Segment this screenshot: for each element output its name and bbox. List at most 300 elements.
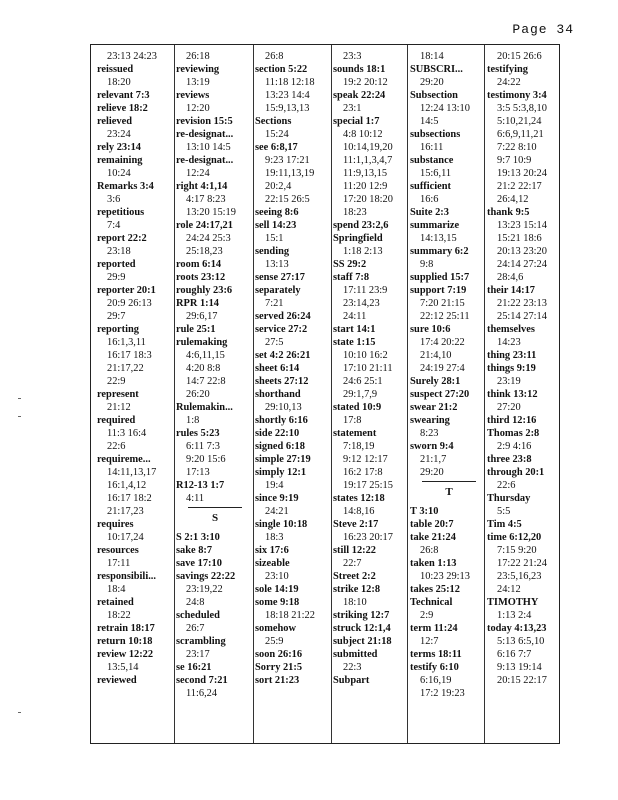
index-entry-page-refs: 23:17 [186,649,210,660]
index-entry-page-refs: 15:21 18:6 [497,233,542,244]
index-entry-page-refs: 24:6 25:1 [343,376,383,387]
index-entry-term: reporter 20:1 [97,285,156,296]
index-entry-term: section 5:22 [255,64,308,75]
index-entry-page-refs: 29:20 [420,467,444,478]
index-entry-term: sell 14:23 [255,220,297,231]
index-entry-term: room 6:14 [176,259,222,270]
index-entry-term: time 6:12,20 [487,532,542,543]
index-entry-term: remaining [97,155,143,166]
index-entry-page-refs: 16:1,4,12 [107,480,147,491]
scan-mark [18,398,21,399]
index-entry-term: testify 6:10 [410,662,459,673]
index-entry-page-refs: 24:19 27:4 [420,363,465,374]
index-entry-page-refs: 9:20 15:6 [186,454,226,465]
index-entry-page-refs: 15:6,11 [420,168,452,179]
index-entry-term: retrain 18:17 [97,623,155,634]
index-entry-term: sworn 9:4 [410,441,454,452]
index-entry-term: sheet 6:14 [255,363,300,374]
index-entry-page-refs: 16:2 17:8 [343,467,383,478]
index-entry-term: Suite 2:3 [410,207,449,218]
index-entry-page-refs: 21:17,23 [107,506,144,517]
scan-mark [18,416,21,417]
index-entry-term: sole 14:19 [255,584,299,595]
index-column-4 [333,50,411,687]
index-entry-page-refs: 9:23 17:21 [265,155,310,166]
index-entry-term: responsibili... [97,571,156,582]
index-entry-page-refs: 27:5 [265,337,284,348]
index-entry-page-refs: 24:22 [497,77,521,88]
index-entry-term: Sorry 21:5 [255,662,303,673]
index-entry-term: reviewed [97,675,137,686]
index-entry-term: save 17:10 [176,558,222,569]
index-entry-page-refs: 17:11 23:9 [343,285,388,296]
index-entry-page-refs: 18:18 21:22 [265,610,315,621]
index-entry-page-refs: 13:20 15:19 [186,207,236,218]
index-entry-term: report 22:2 [97,233,147,244]
index-entry-term: Rulemakin... [176,402,233,413]
scan-mark [18,712,21,713]
index-entry-term: retained [97,597,134,608]
index-entry-term: simple 27:19 [255,454,311,465]
index-entry-page-refs: 11:6,24 [186,688,218,699]
index-entry-term: single 10:18 [255,519,308,530]
index-entry-page-refs: 22:7 [343,558,362,569]
index-entry-page-refs: 20:9 26:13 [107,298,152,309]
index-entry-term: second 7:21 [176,675,228,686]
index-entry-term: role 24:17,21 [176,220,233,231]
index-column-3 [255,50,333,687]
index-entry-page-refs: 16:1,3,11 [107,337,146,348]
index-entry-page-refs: 13:23 14:4 [265,90,310,101]
index-entry-page-refs: 25:18,23 [186,246,223,257]
index-entry-term: suspect 27:20 [410,389,470,400]
index-entry-page-refs: 23:10 [265,571,289,582]
index-entry-page-refs: 9:8 [420,259,434,270]
index-entry-page-refs: 13:5,14 [107,662,139,673]
index-entry-page-refs: 4:8 10:12 [343,129,383,140]
index-entry-page-refs: 23:1 [343,103,362,114]
index-entry-page-refs: 22:6 [497,480,516,491]
index-entry-term: table 20:7 [410,519,454,530]
index-entry-page-refs: 26:18 [186,51,210,62]
index-entry-term: speak 22:24 [333,90,386,101]
index-entry-page-refs: 12:24 [186,168,210,179]
index-entry-page-refs: 29:10,13 [265,402,302,413]
index-entry-term: savings 22:22 [176,571,236,582]
index-entry-term: relevant 7:3 [97,90,150,101]
index-entry-page-refs: 7:15 9:20 [497,545,537,556]
index-entry-term: se 16:21 [176,662,212,673]
index-entry-page-refs: 22:3 [343,662,362,673]
index-entry-page-refs: 19:4 [265,480,284,491]
index-entry-page-refs: 17:13 [186,467,210,478]
index-entry-term: supplied 15:7 [410,272,470,283]
index-entry-page-refs: 6:16 7:7 [497,649,532,660]
index-column-5 [410,50,488,700]
index-entry-term: spend 23:2,6 [333,220,389,231]
section-letter: S [188,507,242,528]
index-entry-term: Surely 28:1 [410,376,461,387]
index-entry-term: reviews [176,90,210,101]
index-entry-page-refs: 16:17 18:2 [107,493,152,504]
index-entry-term: special 1:7 [333,116,380,127]
index-entry-term: third 12:16 [487,415,537,426]
index-entry-page-refs: 14:23 [497,337,521,348]
index-entry-page-refs: 23:3 [343,51,362,62]
index-entry-page-refs: 24:14 27:24 [497,259,547,270]
index-entry-term: Springfield [333,233,383,244]
index-entry-page-refs: 4:6,11,15 [186,350,225,361]
index-entry-term: Technical [410,597,453,608]
index-entry-term: taken 1:13 [410,558,457,569]
index-entry-term: sheets 27:12 [255,376,309,387]
index-entry-page-refs: 20:15 26:6 [497,51,542,62]
section-letter: T [422,481,476,502]
index-entry-term: see 6:8,17 [255,142,298,153]
index-entry-page-refs: 20:2,4 [265,181,292,192]
index-entry-page-refs: 23:14,23 [343,298,380,309]
index-entry-term: resources [97,545,139,556]
index-entry-term: things 9:19 [487,363,536,374]
index-entry-term: swearing [410,415,450,426]
index-entry-term: review 12:22 [97,649,154,660]
index-entry-term: set 4:2 26:21 [255,350,311,361]
index-entry-page-refs: 21:22 23:13 [497,298,547,309]
index-entry-term: Street 2:2 [333,571,376,582]
index-entry-term: return 10:18 [97,636,153,647]
index-entry-page-refs: 15:1 [265,233,284,244]
index-entry-page-refs: 26:7 [186,623,205,634]
index-entry-page-refs: 16:17 18:3 [107,350,152,361]
column-divider [174,45,175,743]
index-entry-page-refs: 24:12 [497,584,521,595]
index-entry-page-refs: 17:22 21:24 [497,558,547,569]
index-entry-page-refs: 13:23 15:14 [497,220,547,231]
index-entry-page-refs: 4:20 8:8 [186,363,221,374]
index-entry-term: Tim 4:5 [487,519,522,530]
index-entry-page-refs: 5:13 6:5,10 [497,636,545,647]
index-entry-term: sort 21:23 [255,675,300,686]
index-entry-term: themselves [487,324,535,335]
index-column-2 [176,50,254,700]
index-entry-page-refs: 10:17,24 [107,532,144,543]
index-entry-page-refs: 22:9 [107,376,126,387]
index-entry-term: substance [410,155,454,166]
index-entry-term: subject 21:18 [333,636,392,647]
index-entry-term: sake 8:7 [176,545,213,556]
index-entry-term: sending [255,246,290,257]
index-entry-page-refs: 21:12 [107,402,131,413]
index-entry-page-refs: 29:6,17 [186,311,218,322]
index-entry-term: roughly 23:6 [176,285,233,296]
index-entry-page-refs: 8:23 [420,428,439,439]
index-entry-page-refs: 11:20 12:9 [343,181,388,192]
index-entry-page-refs: 10:14,19,20 [343,142,393,153]
index-entry-page-refs: 24:24 25:3 [186,233,231,244]
index-entry-term: Subsection [410,90,458,101]
index-entry-term: relieve 18:2 [97,103,148,114]
index-entry-term: sufficient [410,181,451,192]
index-entry-page-refs: 18:10 [343,597,367,608]
index-entry-page-refs: 14:11,13,17 [107,467,157,478]
index-entry-term: side 22:10 [255,428,300,439]
index-entry-page-refs: 17:4 20:22 [420,337,465,348]
index-entry-page-refs: 19:11,13,19 [265,168,315,179]
index-entry-page-refs: 7:20 21:15 [420,298,465,309]
index-entry-page-refs: 13:13 [265,259,289,270]
index-entry-page-refs: 29:9 [107,272,126,283]
index-column-1 [97,50,175,687]
index-entry-page-refs: 1:13 2:4 [497,610,532,621]
index-entry-term: subsections [410,129,461,140]
index-entry-term: term 11:24 [410,623,458,634]
index-entry-page-refs: 9:7 10:9 [497,155,532,166]
index-entry-page-refs: 18:4 [107,584,126,595]
index-entry-page-refs: 7:22 8:10 [497,142,537,153]
index-entry-page-refs: 19:17 25:15 [343,480,393,491]
index-entry-page-refs: 21:1,7 [420,454,447,465]
index-entry-page-refs: 1:8 [186,415,200,426]
index-entry-page-refs: 27:20 [497,402,521,413]
index-entry-page-refs: 16:11 [420,142,444,153]
index-entry-page-refs: 24:21 [265,506,289,517]
index-entry-page-refs: 23:13 24:23 [107,51,157,62]
index-entry-page-refs: 12:24 13:10 [420,103,470,114]
index-entry-term: scheduled [176,610,220,621]
index-entry-page-refs: 29:20 [420,77,444,88]
index-entry-term: RPR 1:14 [176,298,219,309]
index-entry-page-refs: 13:10 14:5 [186,142,231,153]
index-entry-term: reported [97,259,136,270]
index-entry-page-refs: 25:14 27:14 [497,311,547,322]
index-entry-term: somehow [255,623,296,634]
index-entry-term: Sections [255,116,292,127]
index-entry-page-refs: 28:4,6 [497,272,524,283]
index-entry-page-refs: 11:3 16:4 [107,428,147,439]
index-entry-page-refs: 14:5 [420,116,439,127]
index-entry-page-refs: 7:4 [107,220,121,231]
index-entry-term: terms 18:11 [410,649,462,660]
index-entry-term: required [97,415,136,426]
index-entry-term: some 9:18 [255,597,300,608]
index-entry-page-refs: 20:15 22:17 [497,675,547,686]
index-entry-page-refs: 23:18 [107,246,131,257]
index-entry-term: requires [97,519,134,530]
index-entry-term: struck 12:1,4 [333,623,391,634]
index-entry-page-refs: 25:9 [265,636,284,647]
index-entry-page-refs: 21:17,22 [107,363,144,374]
index-entry-term: roots 23:12 [176,272,226,283]
index-entry-term: right 4:1,14 [176,181,228,192]
index-entry-term: today 4:13,23 [487,623,547,634]
index-entry-term: signed 6:18 [255,441,305,452]
index-entry-term: states 12:18 [333,493,385,504]
index-entry-page-refs: 6:6,9,11,21 [497,129,544,140]
index-entry-term: Remarks 3:4 [97,181,154,192]
index-entry-term: since 9:19 [255,493,299,504]
index-entry-page-refs: 11:9,13,15 [343,168,388,179]
index-entry-term: re-designat... [176,155,234,166]
index-entry-page-refs: 17:2 19:23 [420,688,465,699]
index-entry-page-refs: 21:2 22:17 [497,181,542,192]
index-entry-page-refs: 12:20 [186,103,210,114]
column-divider [484,45,485,743]
index-entry-term: Thursday [487,493,531,504]
index-entry-page-refs: 20:13 23:20 [497,246,547,257]
index-entry-term: take 21:24 [410,532,456,543]
index-entry-page-refs: 18:14 [420,51,444,62]
index-entry-page-refs: 18:23 [343,207,367,218]
index-entry-page-refs: 26:8 [420,545,439,556]
index-entry-term: strike 12:8 [333,584,381,595]
index-entry-term: separately [255,285,301,296]
index-entry-term: thank 9:5 [487,207,530,218]
index-entry-term: their 14:17 [487,285,536,296]
index-entry-page-refs: 26:8 [265,51,284,62]
index-entry-page-refs: 5:10,21,24 [497,116,542,127]
index-entry-page-refs: 17:10 21:11 [343,363,393,374]
index-entry-page-refs: 23:19 [497,376,521,387]
index-entry-term: statement [333,428,377,439]
index-entry-page-refs: 5:5 [497,506,511,517]
index-entry-page-refs: 10:24 [107,168,131,179]
index-entry-page-refs: 14:7 22:8 [186,376,226,387]
index-entry-term: reviewing [176,64,220,75]
index-entry-page-refs: 4:11 [186,493,205,504]
index-entry-term: requireme... [97,454,151,465]
index-entry-page-refs: 12:7 [420,636,439,647]
index-entry-page-refs: 3:5 5:3,8,10 [497,103,547,114]
index-entry-page-refs: 17:20 18:20 [343,194,393,205]
index-entry-page-refs: 4:17 8:23 [186,194,226,205]
index-entry-term: SS 29:2 [333,259,367,270]
index-entry-page-refs: 6:11 7:3 [186,441,220,452]
index-entry-page-refs: 19:2 20:12 [343,77,388,88]
index-entry-page-refs: 29:7 [107,311,126,322]
index-entry-term: R12-13 1:7 [176,480,225,491]
index-entry-term: reporting [97,324,139,335]
index-entry-page-refs: 23:24 [107,129,131,140]
index-entry-page-refs: 23:19,22 [186,584,223,595]
index-entry-page-refs: 24:11 [343,311,367,322]
index-entry-term: swear 21:2 [410,402,458,413]
index-entry-term: testifying [487,64,528,75]
index-entry-term: submitted [333,649,378,660]
index-column-6 [487,50,565,687]
index-entry-page-refs: 26:4,12 [497,194,529,205]
index-entry-page-refs: 9:12 12:17 [343,454,388,465]
column-divider [331,45,332,743]
index-entry-term: SUBSCRI... [410,64,463,75]
section-letter-heading [176,505,254,531]
index-entry-page-refs: 19:13 20:24 [497,168,547,179]
index-entry-term: Subpart [333,675,370,686]
index-entry-page-refs: 16:23 20:17 [343,532,393,543]
index-entry-term: reissued [97,64,134,75]
index-entry-term: testimony 3:4 [487,90,547,101]
index-entry-page-refs: 7:21 [265,298,284,309]
index-entry-term: sizeable [255,558,290,569]
index-entry-term: represent [97,389,139,400]
index-entry-term: staff 7:8 [333,272,370,283]
index-entry-page-refs: 26:20 [186,389,210,400]
index-entry-term: rules 5:23 [176,428,220,439]
index-entry-term: revision 15:5 [176,116,233,127]
index-entry-page-refs: 6:16,19 [420,675,452,686]
index-entry-term: start 14:1 [333,324,376,335]
index-entry-term: seeing 8:6 [255,207,299,218]
index-entry-page-refs: 2:9 [420,610,434,621]
index-entry-term: rule 25:1 [176,324,216,335]
index-entry-page-refs: 7:18,19 [343,441,375,452]
index-entry-term: stated 10:9 [333,402,382,413]
index-entry-page-refs: 3:6 [107,194,121,205]
index-entry-term: think 13:12 [487,389,538,400]
index-entry-page-refs: 22:15 26:5 [265,194,310,205]
index-entry-term: relieved [97,116,133,127]
index-entry-page-refs: 17:8 [343,415,362,426]
index-entry-page-refs: 15:9,13,13 [265,103,310,114]
index-entry-page-refs: 18:3 [265,532,284,543]
index-entry-page-refs: 22:6 [107,441,126,452]
index-entry-term: scrambling [176,636,226,647]
index-entry-term: soon 26:16 [255,649,303,660]
column-divider [253,45,254,743]
index-entry-term: sense 27:17 [255,272,305,283]
index-entry-page-refs: 10:23 29:13 [420,571,470,582]
index-entry-term: Steve 2:17 [333,519,379,530]
column-divider [407,45,408,743]
index-entry-page-refs: 11:1,1,3,4,7 [343,155,393,166]
index-entry-term: through 20:1 [487,467,545,478]
index-entry-page-refs: 10:10 16:2 [343,350,388,361]
index-entry-page-refs: 1:18 2:13 [343,246,383,257]
index-entry-term: still 12:22 [333,545,377,556]
index-entry-term: service 27:2 [255,324,308,335]
index-frame [90,44,560,744]
index-entry-term: sure 10:6 [410,324,451,335]
index-entry-term: summary 6:2 [410,246,469,257]
index-entry-page-refs: 13:19 [186,77,210,88]
index-entry-term: TIMOTHY [487,597,539,608]
index-entry-page-refs: 15:24 [265,129,289,140]
index-entry-term: support 7:19 [410,285,467,296]
page-number-label: Page 34 [512,22,574,37]
index-entry-term: simply 12:1 [255,467,307,478]
index-entry-term: six 17:6 [255,545,289,556]
index-entry-page-refs: 18:20 [107,77,131,88]
index-entry-term: repetitious [97,207,145,218]
index-entry-term: shorthand [255,389,301,400]
index-entry-page-refs: 17:11 [107,558,131,569]
index-entry-term: Thomas 2:8 [487,428,540,439]
index-entry-page-refs: 9:13 19:14 [497,662,542,673]
index-entry-page-refs: 24:8 [186,597,205,608]
index-entry-term: takes 25:12 [410,584,460,595]
index-entry-page-refs: 2:9 4:16 [497,441,532,452]
index-entry-term: summarize [410,220,460,231]
index-entry-page-refs: 16:6 [420,194,439,205]
index-entry-page-refs: 14:8,16 [343,506,375,517]
index-entry-page-refs: 29:1,7,9 [343,389,378,400]
index-entry-term: re-designat... [176,129,234,140]
index-entry-page-refs: 14:13,15 [420,233,457,244]
index-entry-term: sounds 18:1 [333,64,386,75]
index-entry-page-refs: 22:12 25:11 [420,311,470,322]
index-entry-term: rulemaking [176,337,228,348]
index-entry-page-refs: 18:22 [107,610,131,621]
index-entry-term: thing 23:11 [487,350,537,361]
